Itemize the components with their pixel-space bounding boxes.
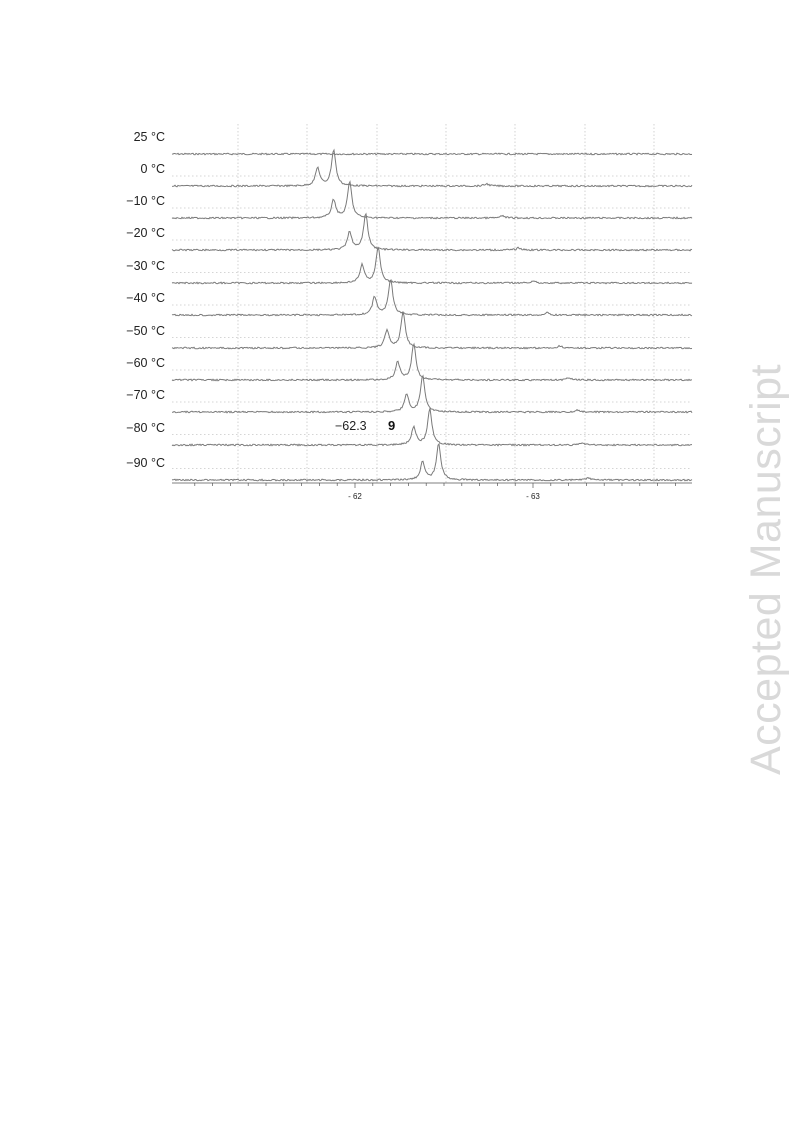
- spectrum-trace: [172, 247, 692, 284]
- spectrum-trace: [172, 311, 692, 348]
- x-tick-label: - 63: [526, 492, 540, 501]
- temperature-label: −40 °C: [126, 291, 165, 305]
- temperature-label: 0 °C: [140, 162, 165, 176]
- spectrum-trace: [172, 280, 692, 316]
- temperature-label: −80 °C: [126, 421, 165, 435]
- spectrum-trace: [172, 344, 692, 381]
- temperature-label: 25 °C: [133, 130, 165, 144]
- temperature-label: −20 °C: [126, 226, 165, 240]
- temperature-label: −30 °C: [126, 259, 165, 273]
- annotation-compound-label: 9: [388, 418, 396, 433]
- spectrum-trace: [172, 214, 692, 251]
- spectrum-trace: [172, 153, 692, 155]
- temperature-label: −90 °C: [126, 456, 165, 470]
- trace-layer: [172, 150, 692, 481]
- annotation-shift-label: −62.3: [335, 419, 367, 433]
- spectrum-trace: [172, 444, 692, 481]
- x-axis: [172, 483, 692, 501]
- temperature-label: −50 °C: [126, 324, 165, 338]
- x-tick-label: - 62: [348, 492, 362, 501]
- spectrum-trace: [172, 376, 692, 413]
- temperature-label: −10 °C: [126, 194, 165, 208]
- spectrum-trace: [172, 150, 692, 187]
- temperature-label: −70 °C: [126, 388, 165, 402]
- spectrum-trace: [172, 408, 692, 446]
- accepted-manuscript-watermark: Accepted Manuscript: [742, 363, 790, 775]
- temperature-label: −60 °C: [126, 356, 165, 370]
- grid-layer: [172, 124, 692, 484]
- label-layer: [126, 130, 165, 470]
- spectrum-trace: [172, 182, 692, 219]
